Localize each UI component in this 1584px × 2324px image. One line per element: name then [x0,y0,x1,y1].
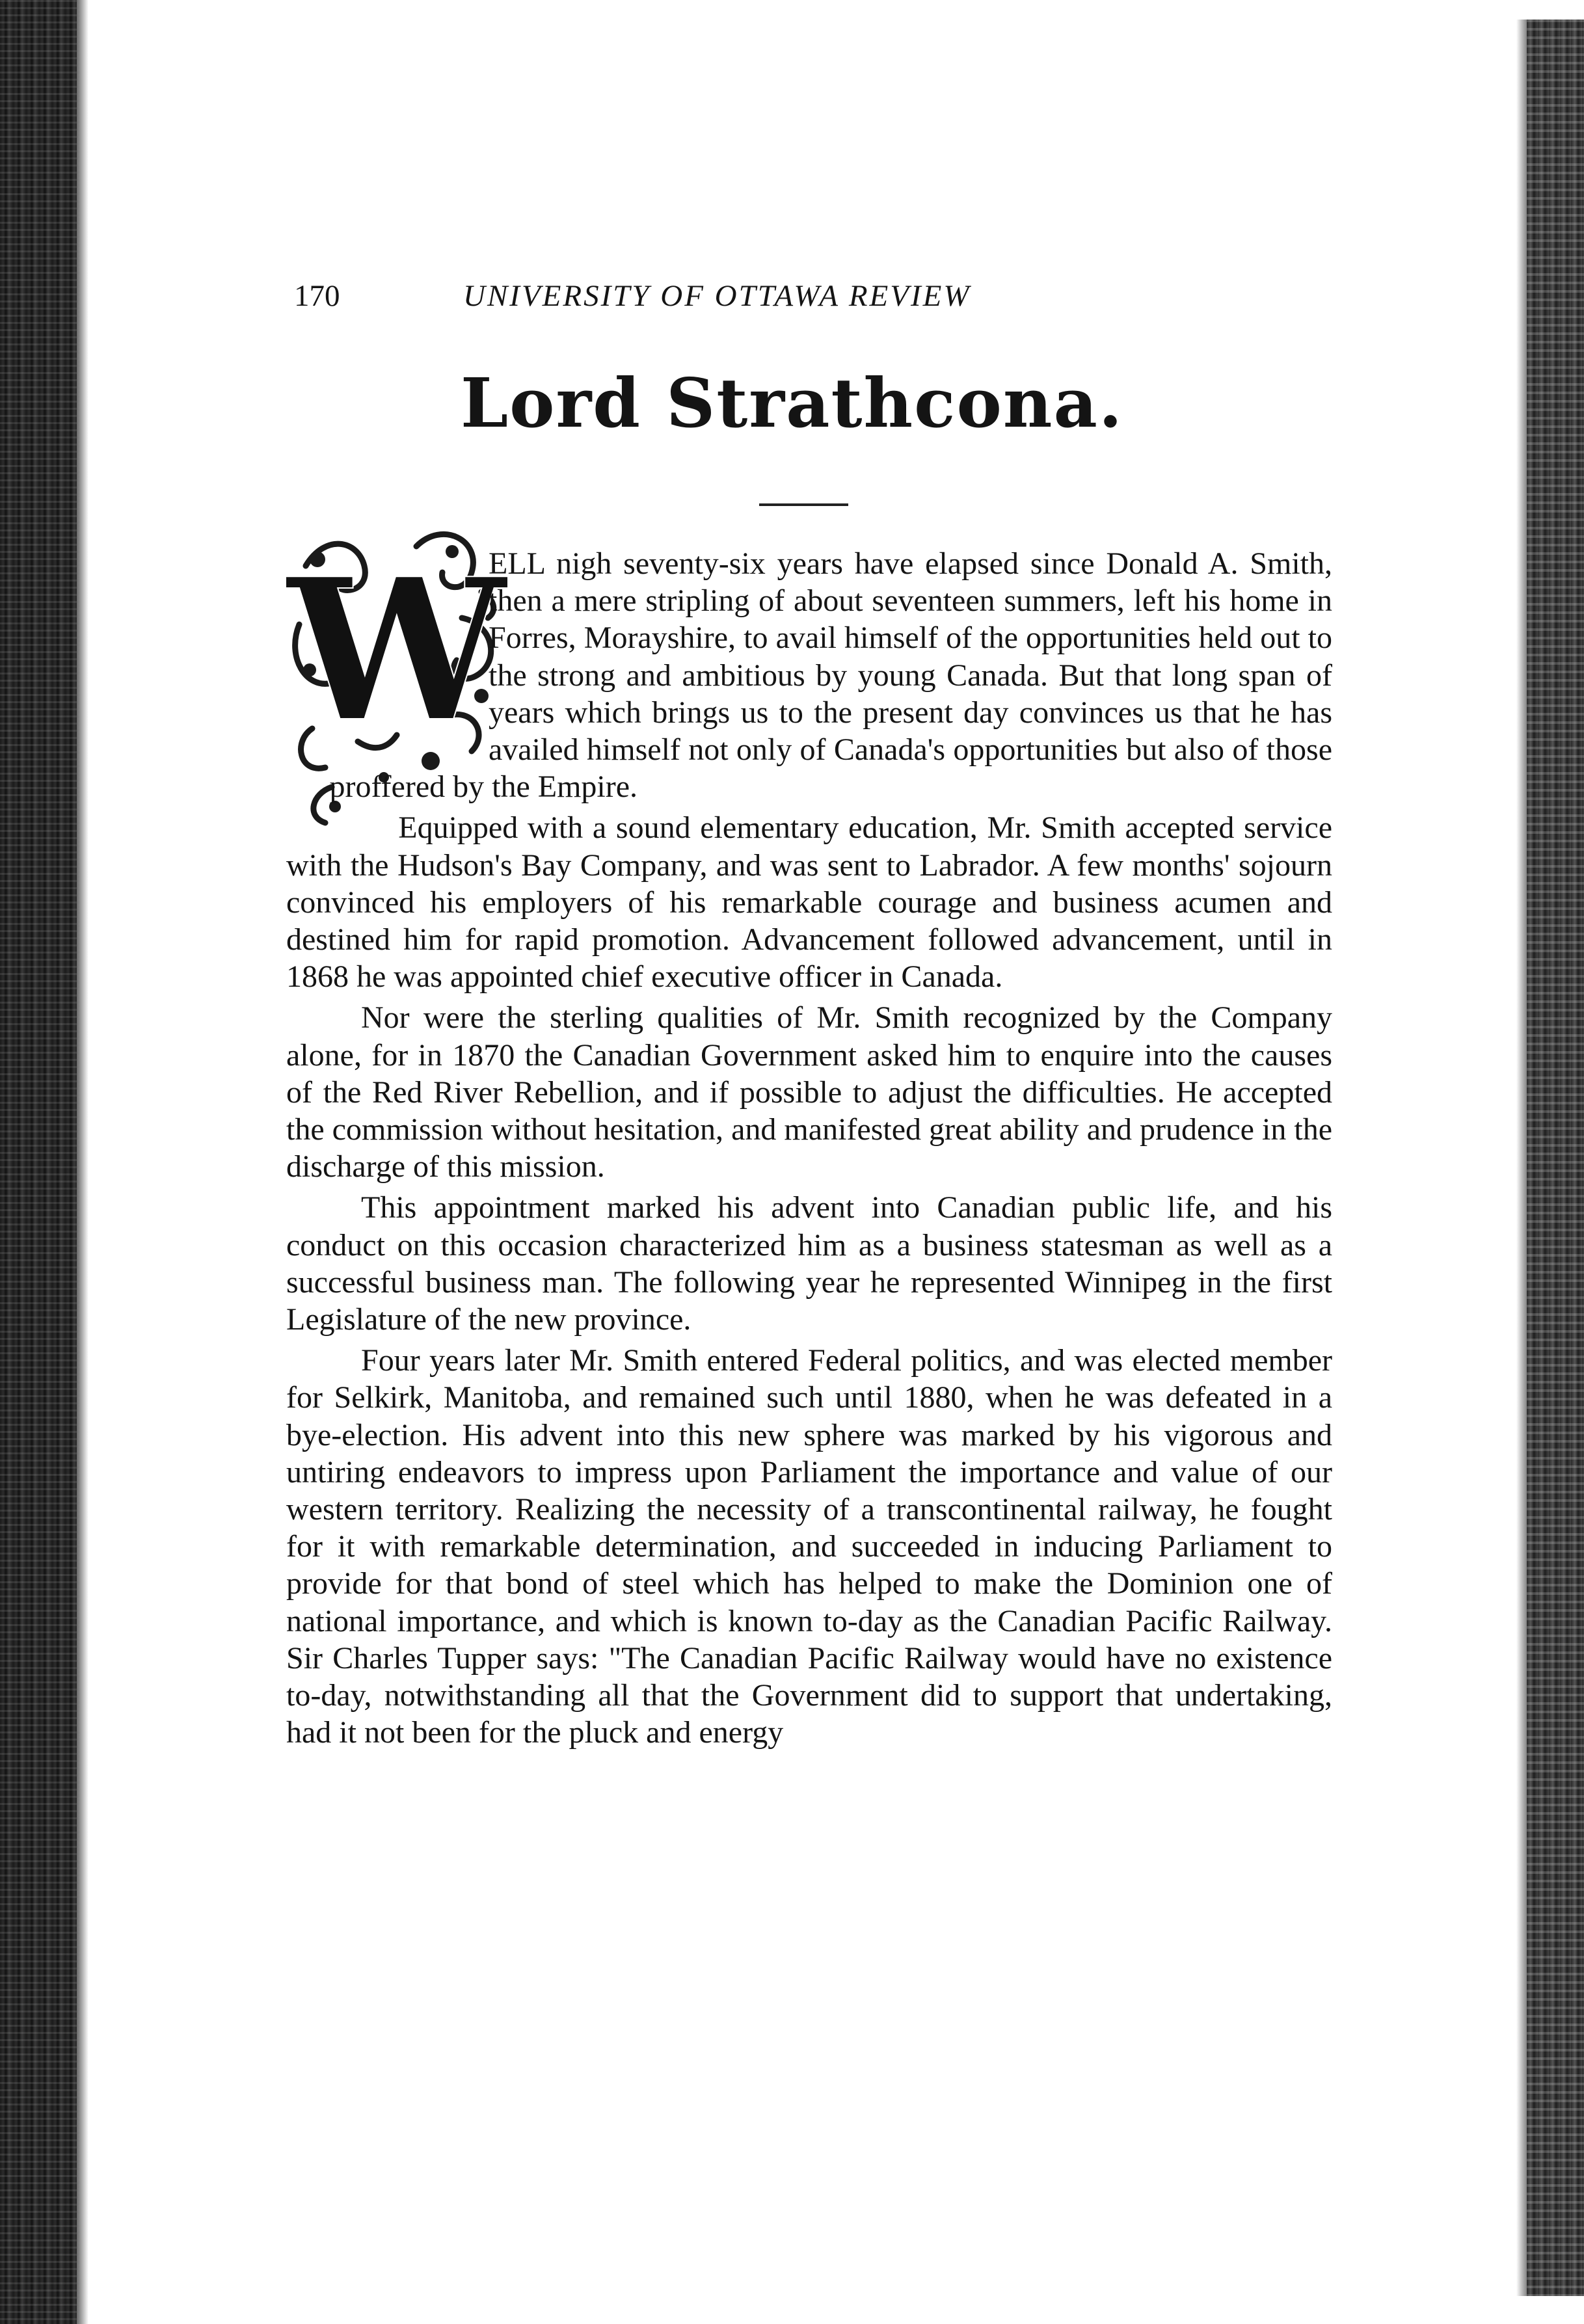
paragraph-1-text: ELL nigh seventy-six years have elapsed since Donald A. Smith, then a mere stripling of about seventeen summers, left his home in Forres, Morayshire, to avail himself of the opportunities held out to the strong and ambitious by young Canada. But that long span of years which brings us to the present day convinces us that he has availed himself not only of Canada's opportunities but also of those proffered by the Empire. [329,546,1332,805]
article-title: Lord Strathcona. [460,363,1124,443]
paragraph-2: Equipped with a sound elementary education, Mr. Smith accepted service with the Hudson's Bay Company, and was sent to Labrador. A few months' sojourn convinced his employers of his remarkable courage and business acumen and destined him for rapid promotion. Advancement followed advancement, until in 1868 he was appointed chief executive officer in Canada. [286,810,1332,995]
page-number: 170 [294,279,340,313]
scan-left-edge [0,0,77,2324]
paragraph-1 [286,545,1332,805]
article-body [286,545,1332,1756]
title-rule [759,503,848,506]
paragraph-3: Nor were the sterling qualities of Mr. Smith recognized by the Company alone, for in 1870 the Canadian Government asked him to enquire into the causes of the Red River Rebellion, and if possible to adjust the difficulties. He accepted the commission without hesitation, and manifested great ability and prudence in the discharge of this mission. [286,1000,1332,1184]
drop-cap-letter: W [287,535,507,765]
journal-title: UNIVERSITY OF OTTAWA REVIEW [463,279,971,313]
paragraph-4: This appointment marked his advent into Canadian public life, and his conduct on this occasion characterized him as a business statesman as well as a successful business man. The following year he represented Winnipeg in the first Legislature of the new province. [286,1190,1332,1337]
paragraph-5: Four years later Mr. Smith entered Federal politics, and was elected member for Selkirk, Manitoba, and remained such until 1880, when he was defeated in a bye-election. His advent into this new sphere was marked by his vigorous and untiring endeavors to impress upon Parliament the importance and value of our western territory. Realizing the necessity of a transcontinental railway, he fought for it with remarkable determination, and succeeded in inducing Parliament to provide for that bond of steel which has helped to make the Dominion one of national importance, and which is known to-day as the Canadian Pacific Railway. Sir Charles Tupper says: "The Canadian Pacific Railway would have no existence to-day, notwithstanding all that the Government did to support that undertaking, had it not been for the pluck and energy [286,1343,1332,1750]
running-head [294,273,1338,319]
